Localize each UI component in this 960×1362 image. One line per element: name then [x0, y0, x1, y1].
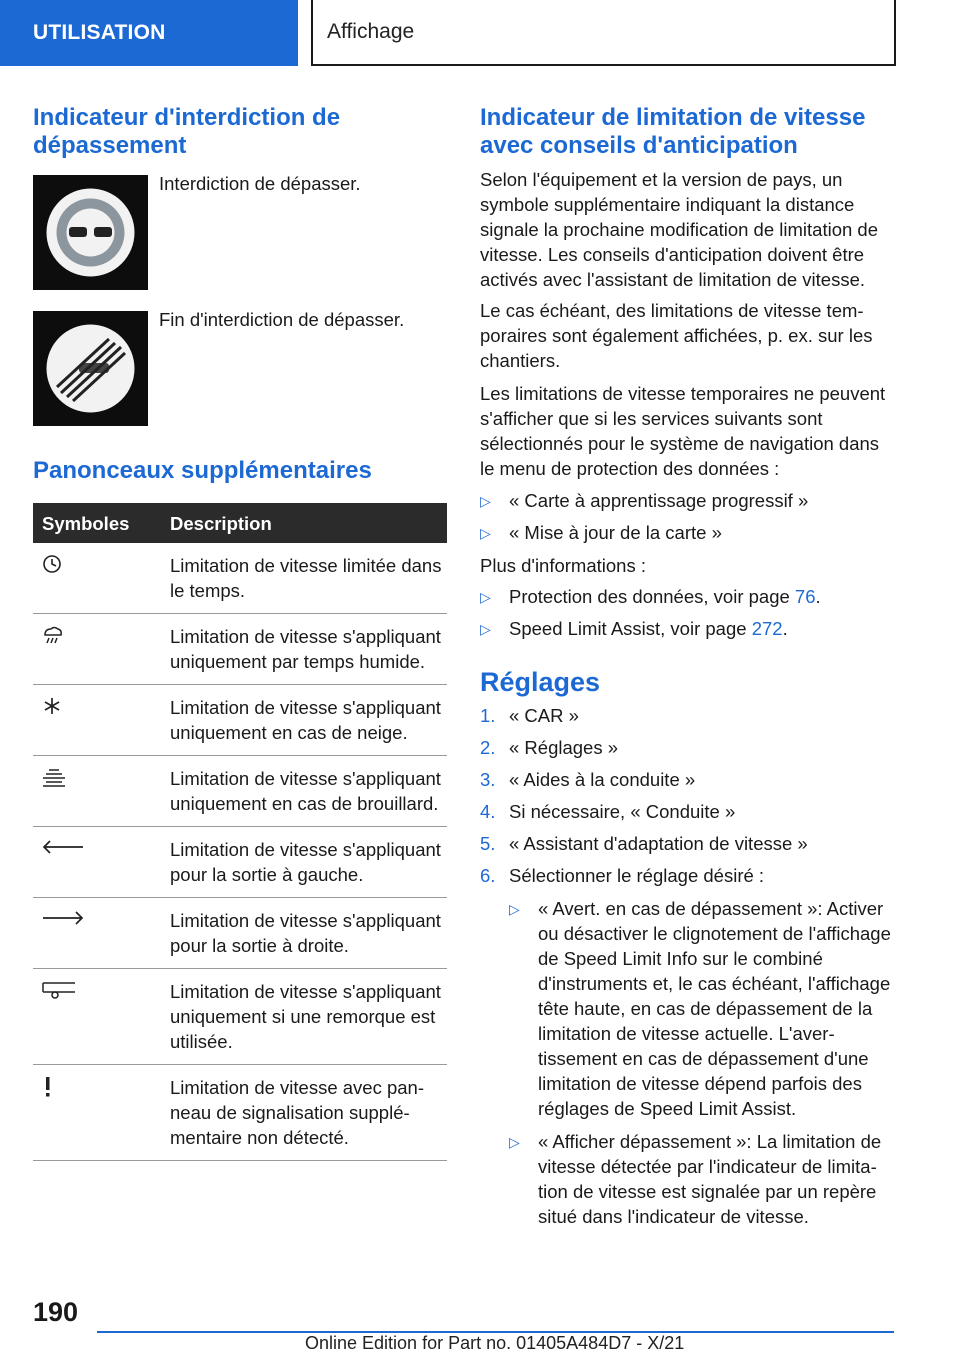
left-title-supplementary: Panonceaux supplémentaires: [33, 457, 372, 484]
page-link-272[interactable]: 272: [751, 618, 783, 639]
table-cell-description: Limitation de vitesse s'appliquant uniquement si une remorque est utilisée.: [164, 969, 447, 1065]
step-number: 2.: [480, 737, 496, 758]
end-no-overtaking-sign-image: [33, 311, 148, 426]
table-row: [33, 1065, 447, 1161]
table-cell-description: Limitation de vitesse s'appliquant pour la sortie à droite.: [164, 898, 447, 969]
more-info-label: Plus d'informations :: [480, 555, 646, 576]
step-number: 6.: [480, 865, 496, 886]
table-row: [33, 898, 447, 969]
table-header-row: [33, 503, 447, 543]
table-cell-description: Limitation de vitesse s'appliquant uniquement en cas de neige.: [164, 685, 447, 756]
table-cell-description: Limitation de vitesse avec panneau de signalisation supplémentaire non détecté.: [164, 1065, 447, 1161]
step-number: 3.: [480, 769, 496, 790]
fog-icon: [41, 766, 67, 788]
table-cell-description: Limitation de vitesse s'appliquant pour la sortie à gauche.: [164, 827, 447, 898]
sign2-caption: Fin d'interdiction de dépasser.: [159, 309, 405, 330]
paragraph-equipment: Selon l'équipement et la version de pays, un symbole supplémentaire indiquant la distance signale la prochaine modification de limitation de vitesse. Les conseils d'anticipation doivent être activés avec l'assistant de limitation de vitesse.: [480, 169, 878, 290]
title-settings: Réglages: [480, 667, 601, 697]
list-item: ▷ « Mise à jour de la carte »: [480, 520, 894, 545]
table-row: [33, 614, 447, 685]
table-cell-description: Limitation de vitesse s'appliquant uniquement par temps humide.: [164, 614, 447, 685]
list-item: [480, 767, 894, 792]
snowflake-icon: [41, 695, 63, 717]
footer-edition: Online Edition for Part no. 01405A484D7 - X/21: [305, 1333, 685, 1353]
table-row: [33, 827, 447, 898]
step-text: « Réglages »: [509, 737, 619, 758]
list-item: ▷ « Carte à apprentissage progressif »: [480, 488, 894, 513]
table-cell-description: Limitation de vitesse s'appliquant uniquement en cas de brouillard.: [164, 756, 447, 827]
page-link-76[interactable]: 76: [794, 586, 816, 607]
table-row: [33, 685, 447, 756]
arrow-left-icon: [41, 838, 85, 856]
list-item: [480, 799, 894, 824]
rain-icon: [41, 624, 65, 648]
right-title-speed-limit: Indicateur de limitation de vitesse avec conseils d'anticipation: [480, 104, 866, 159]
no-overtaking-sign-image: [33, 175, 148, 290]
triangle-bullet-icon: ▷: [509, 1134, 520, 1150]
step-text: Sélectionner le réglage désiré :: [509, 865, 765, 886]
step-text: « CAR »: [509, 705, 579, 726]
triangle-bullet-icon: ▷: [480, 621, 491, 637]
left-title-overtaking: Indicateur d'interdiction de dépassement: [33, 104, 341, 159]
list-item: ▷ Protection des données, voir page 76.: [480, 584, 894, 609]
chapter-header: [311, 0, 896, 66]
section-label: UTILISATION: [33, 21, 166, 44]
step-text: Si nécessaire, « Conduite »: [509, 801, 736, 822]
paragraph-services: Les limitations de vitesse temporaires ne peuvent s'afficher que si les services suivants sont sélectionnés pour le système de navigation dans le menu de protection des données :: [480, 383, 886, 479]
step-text: « Assistant d'adaptation de vitesse »: [509, 833, 808, 854]
column-header-symbols: Symboles: [33, 503, 164, 543]
end-no-overtaking-sign-icon: [33, 311, 148, 426]
trailer-icon: [41, 979, 77, 1001]
no-overtaking-sign-icon: [33, 175, 148, 290]
list-item: [480, 831, 894, 856]
triangle-bullet-icon: ▷: [480, 525, 491, 541]
page-number: 190: [33, 1297, 79, 1327]
paragraph-temporary: Le cas échéant, des limitations de vitesse temporaires sont également affichées, p. ex. sur les chantiers.: [480, 300, 873, 371]
table-cell-description: Limitation de vitesse limitée dans le temps.: [164, 543, 447, 614]
triangle-bullet-icon: ▷: [480, 493, 491, 509]
step-text: « Aides à la conduite »: [509, 769, 696, 790]
list-item: [480, 735, 894, 760]
list-item: ▷ Speed Limit Assist, voir page 272.: [480, 616, 894, 641]
list-item: [480, 703, 894, 728]
exclamation-icon: [41, 1075, 55, 1099]
table-row: [33, 756, 447, 827]
arrow-right-icon: [41, 909, 85, 927]
triangle-bullet-icon: ▷: [509, 901, 520, 917]
clock-icon: [41, 553, 63, 575]
step-number: 5.: [480, 833, 496, 854]
sub-option-display: « Afficher dépassement »: La limitation de vitesse détectée par l'indicateur de limitation de vitesse est signalée par un repère situé dans l'indicateur de vitesse.: [538, 1131, 882, 1227]
column-header-description: Description: [164, 503, 447, 543]
list-item: [509, 896, 895, 1121]
step-number: 4.: [480, 801, 496, 822]
table-row: [33, 543, 447, 614]
step-number: 1.: [480, 705, 496, 726]
table-row: [33, 969, 447, 1065]
sub-option-warning: « Avert. en cas de dépassement »: Activer ou désactiver le clignotement de l'affichage de Speed Limit Info sur le combiné d'instruments et, le cas échéant, l'affichage tête haute, en cas de dépassement de la limitation de vitesse actuelle. L'avertissement en cas de dépassement d'une limitation de vitesse dépend parfois des réglages de Speed Limit Assist.: [538, 898, 891, 1119]
section-tab: [0, 0, 298, 66]
supplementary-signs-table: [33, 503, 447, 1161]
list-item: [480, 863, 894, 888]
triangle-bullet-icon: ▷: [480, 589, 491, 605]
list-item: [509, 1129, 895, 1229]
chapter-label: Affichage: [327, 20, 415, 43]
sign1-caption: Interdiction de dépasser.: [159, 173, 361, 194]
